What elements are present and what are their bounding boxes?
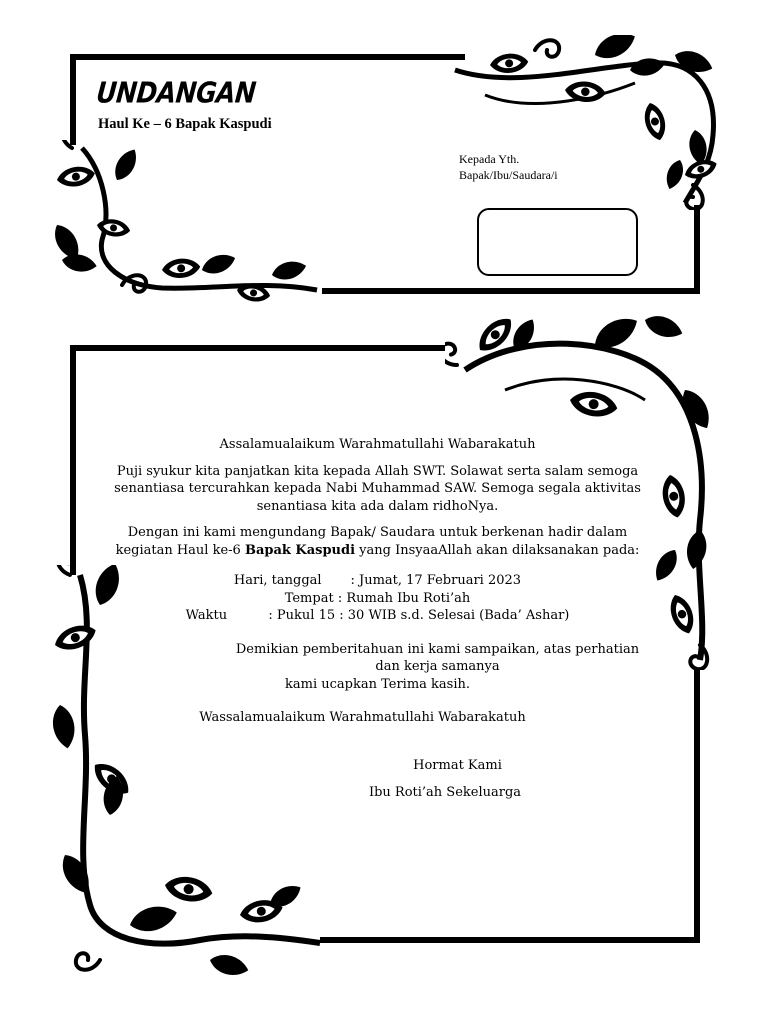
event-subtitle: Haul Ke – 6 Bapak Kaspudi: [98, 116, 272, 132]
signature-label: Hormat Kami: [413, 757, 502, 773]
detail-date: Hari, tanggal : Jumat, 17 Februari 2023: [233, 573, 522, 588]
recipient-line-1: Kepada Yth.: [459, 152, 520, 166]
honoree-name: Bapak Kaspudi: [244, 542, 356, 558]
detail-time: Waktu : Pukul 15 : 30 WIB s.d. Selesai (Bada’ Ashar): [185, 608, 570, 623]
closing-thanks: kami ucapkan Terima kasih.: [284, 676, 470, 692]
farewell: Wassalamualaikum Warahmatullahi Wabarakatuh: [199, 710, 526, 725]
invitation-text-start: Dengan ini kami mengundang Bapak/ Saudara untuk berkenan hadir dalam kegiatan Haul ke-6: [115, 525, 628, 558]
opening-paragraph: Puji syukur kita panjatkan kita kepada Allah SWT. Solawat serta salam semoga senantiasa tercurahkan kepada Nabi Muhammad SAW. Semoga segala aktivitas senantiasa kita ada dalam ridhoNya.: [114, 463, 641, 514]
invitation-title: UNDANGAN: [94, 76, 258, 110]
signature-name: Ibu Roti’ah Sekeluarga: [368, 785, 522, 800]
invitation-text-end: yang InsyaaAllah akan dilaksanakan pada:: [355, 542, 640, 558]
greeting: Assalamualaikum Warahmatullahi Wabarakatuh: [219, 437, 536, 452]
floral-ornament-top-right: [445, 35, 730, 210]
recipient-name-box[interactable]: [477, 208, 638, 276]
letter-body: [110, 436, 645, 802]
detail-place: Tempat : Rumah Ibu Roti’ah: [284, 590, 471, 606]
closing-paragraph: Demikian pemberitahuan ini kami sampaikan, atas perhatian dan kerja samanya: [235, 641, 640, 674]
recipient-line-2: Bapak/Ibu/Saudara/i: [459, 168, 558, 182]
floral-ornament-top-left: [42, 140, 327, 310]
recipient-address: [459, 151, 558, 183]
invitation-paragraph: [110, 524, 645, 559]
